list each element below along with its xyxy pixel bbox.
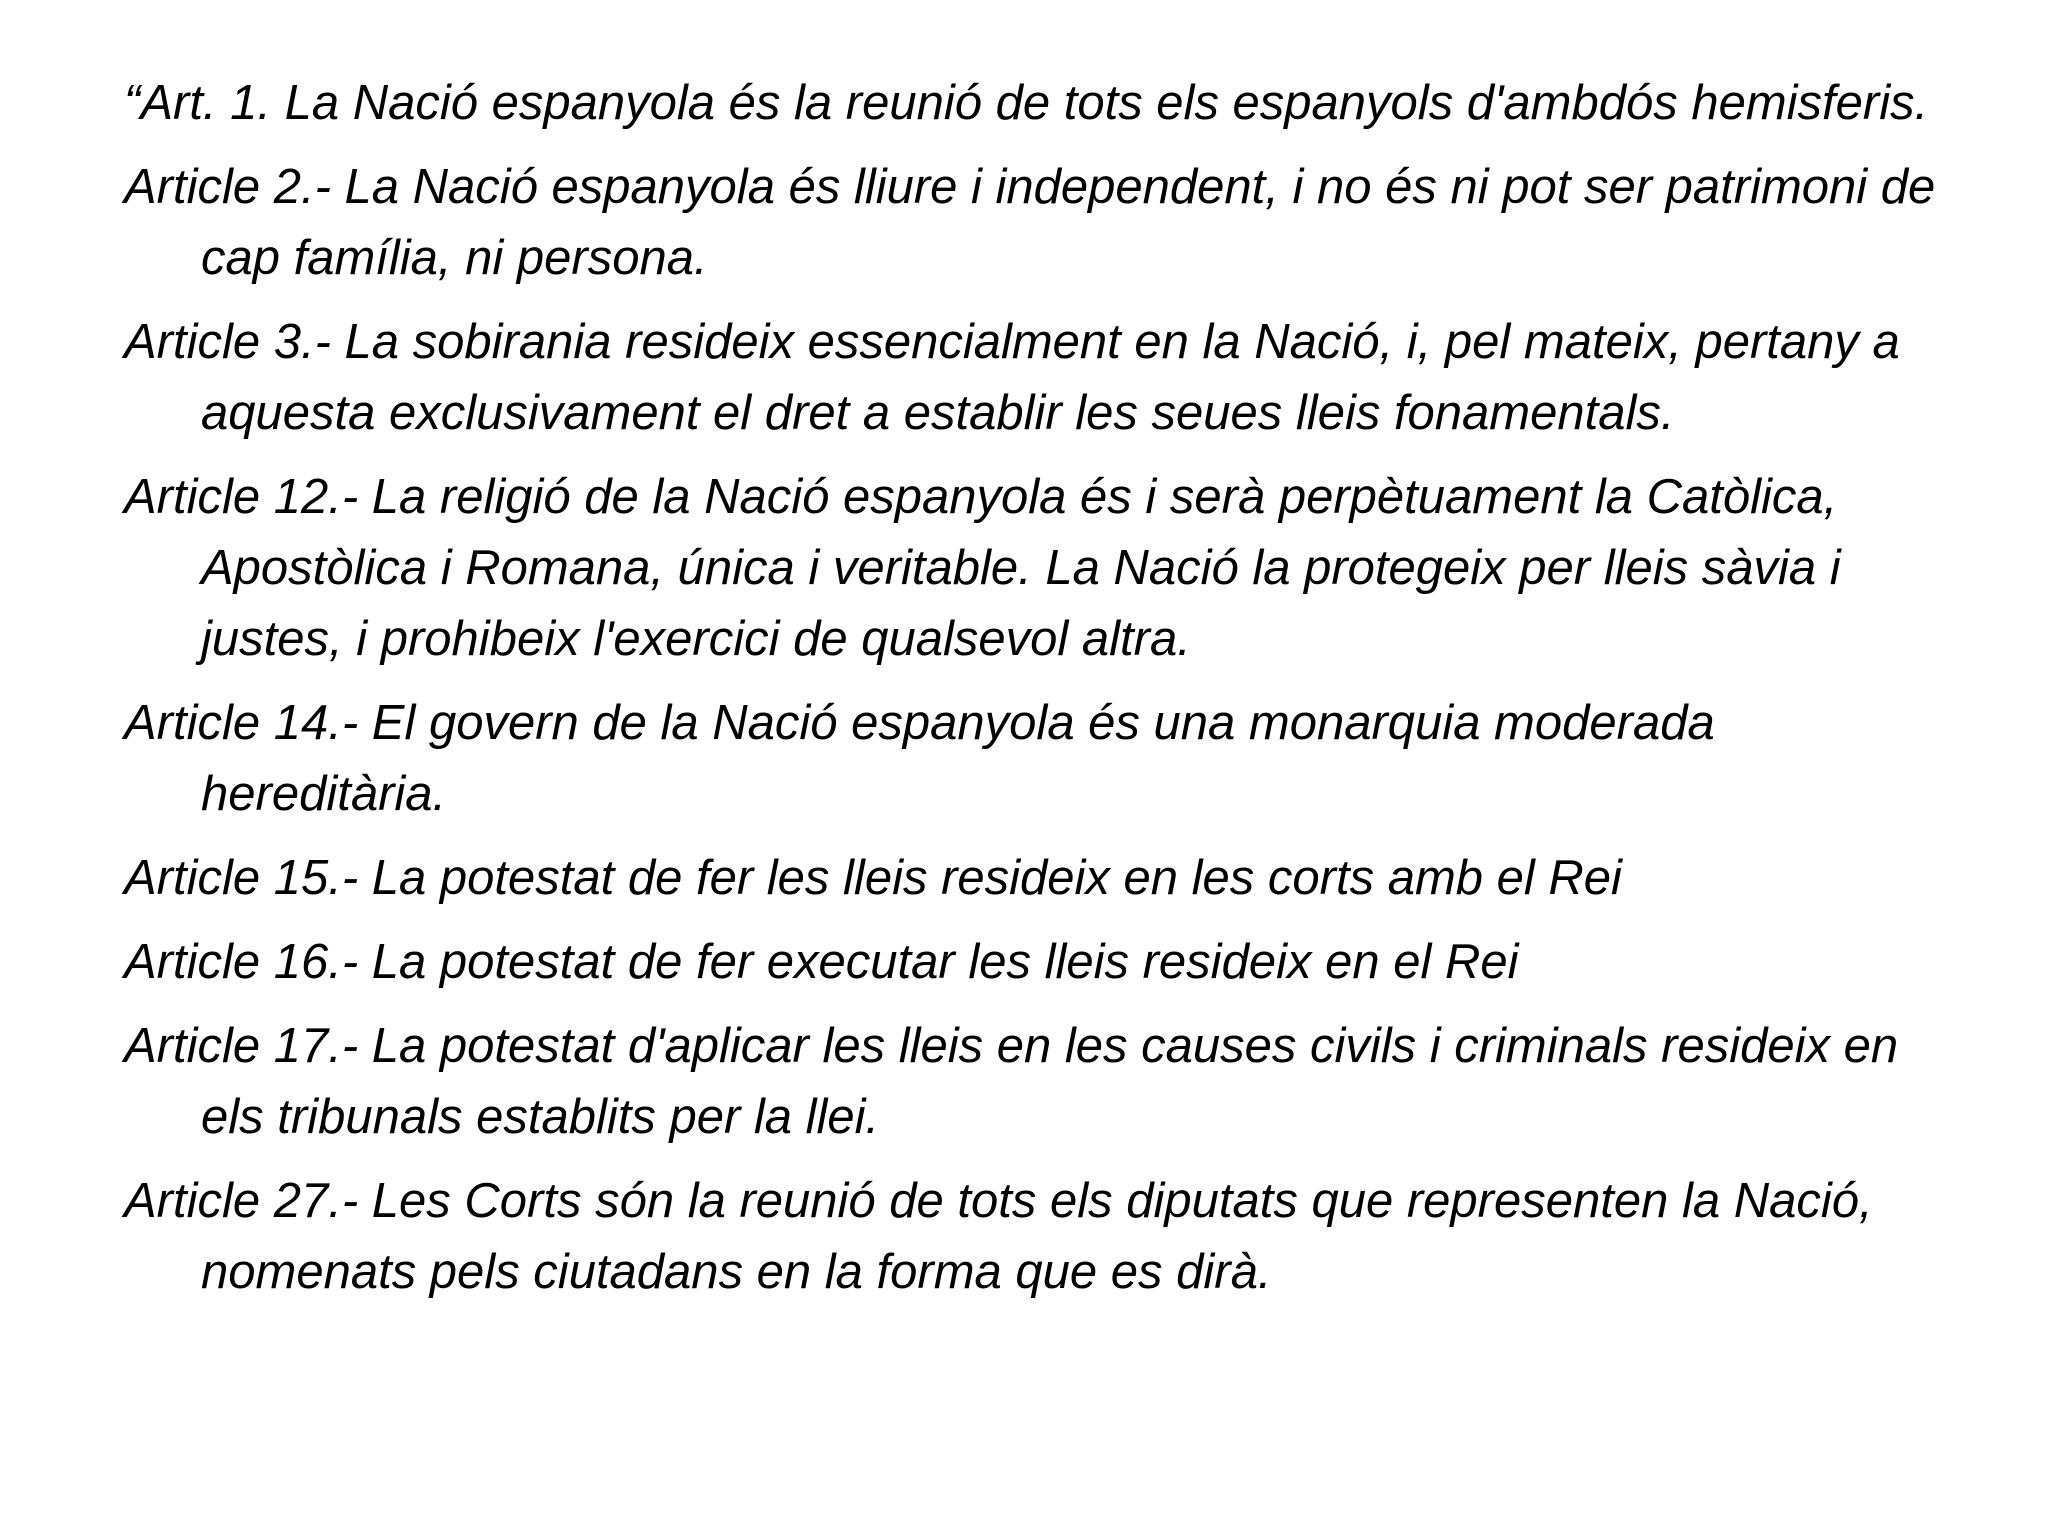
article-15: Article 15.- La potestat de fer les lleis resideix en les corts amb el Rei [124, 851, 1622, 905]
article-1: “Art. 1. La Nació espanyola és la reunió de tots els espanyols d'ambdós hemisferis. [124, 76, 1929, 130]
article-14: Article 14.- El govern de la Nació espanyola és una monarquia moderada hereditària. [124, 696, 1715, 821]
article-16: Article 16.- La potestat de fer executar les lleis resideix en el Rei [124, 935, 1519, 989]
article-2: Article 2.- La Nació espanyola és lliure i independent, i no és ni pot ser patrimoni de cap família, ni persona. [124, 160, 1936, 285]
article-list [124, 68, 1964, 1321]
article-27: Article 27.- Les Corts són la reunió de tots els diputats que representen la Nació, nomenats pels ciutadans en la forma que es dirà. [124, 1174, 1873, 1299]
article-17: Article 17.- La potestat d'aplicar les lleis en les causes civils i criminals resideix en els tribunals establits per la llei. [124, 1019, 1899, 1144]
article-12: Article 12.- La religió de la Nació espanyola és i serà perpètuament la Catòlica, Apostòlica i Romana, única i veritable. La Nació la protegeix per lleis sàvia i justes, i prohibeix l'exercici de qualsevol altra. [124, 470, 1841, 666]
article-3: Article 3.- La sobirania resideix essencialment en la Nació, i, pel mateix, pertany a aquesta exclusivament el dret a establir les seues lleis fonamentals. [124, 315, 1900, 440]
